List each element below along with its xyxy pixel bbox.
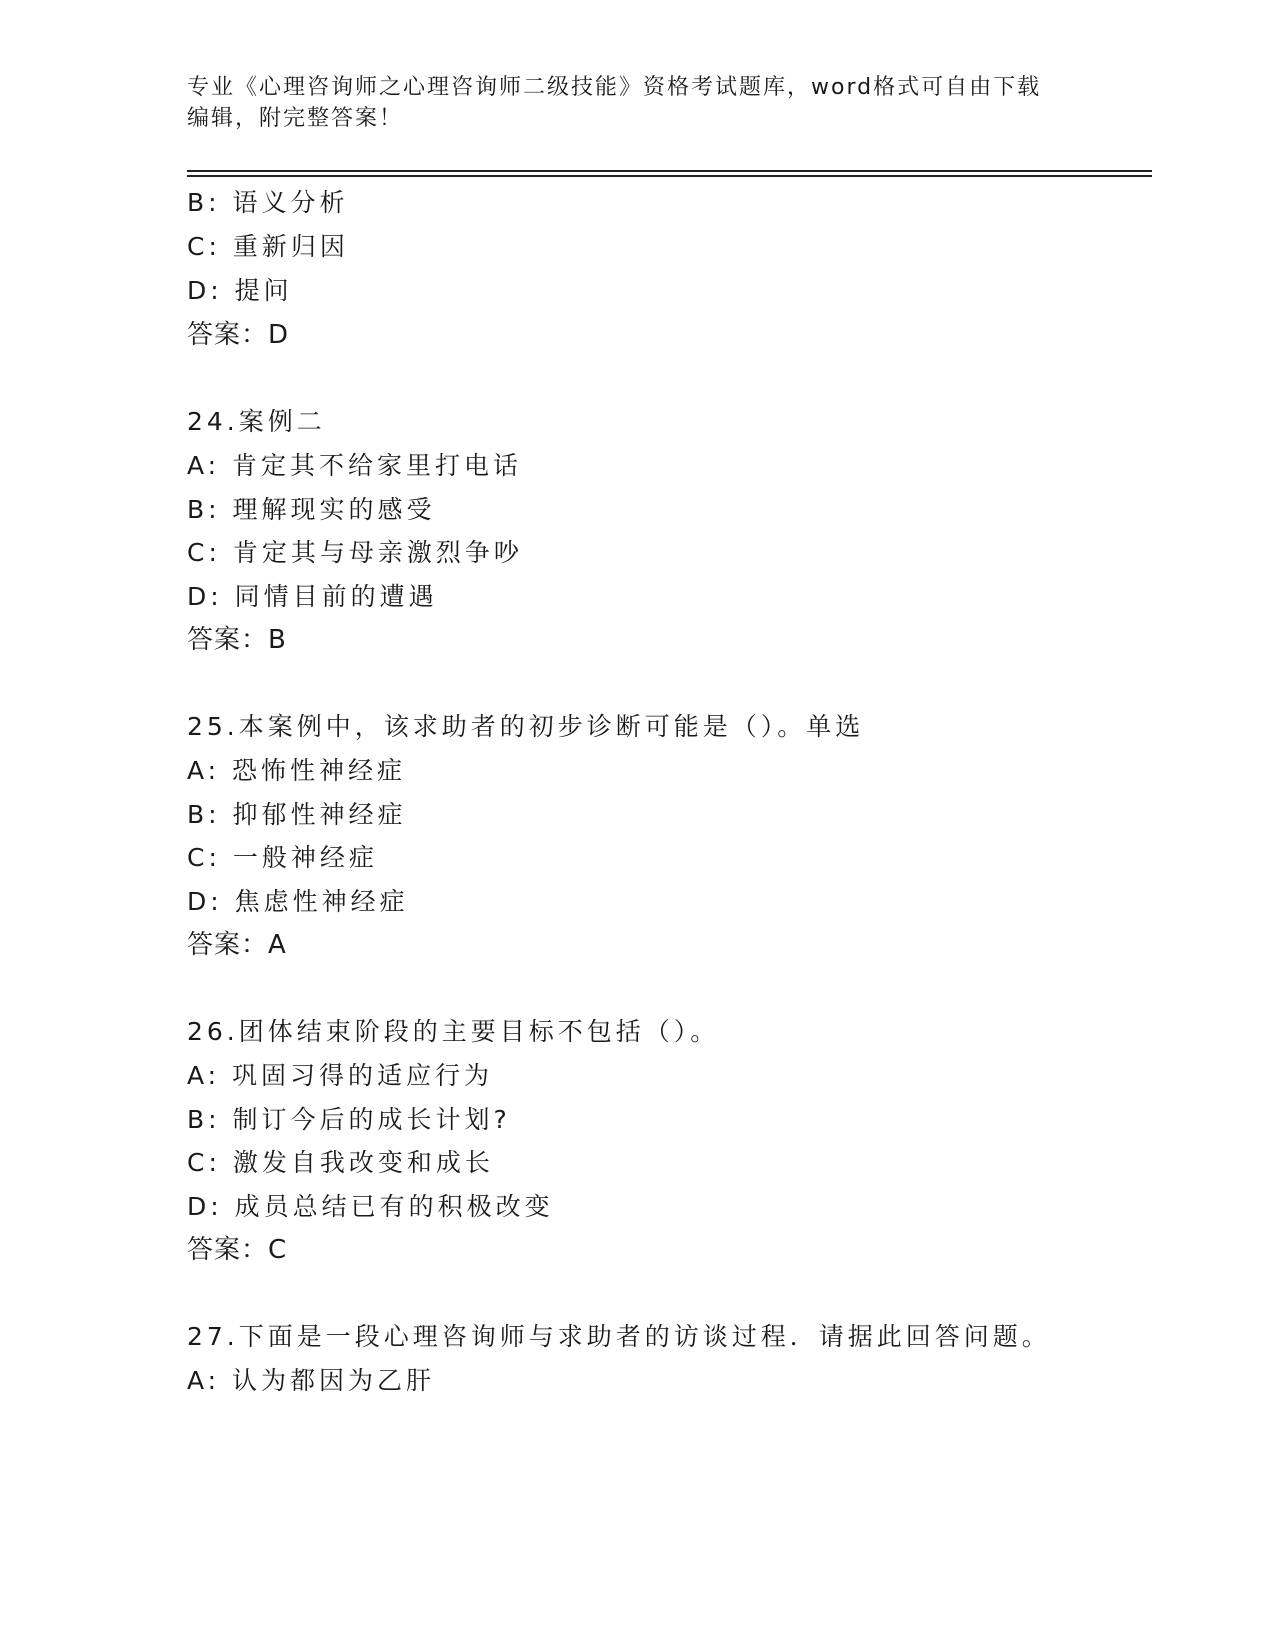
question-27-stem: 27.下面是一段心理咨询师与求助者的访谈过程．请据此回答问题。 — [187, 1322, 1051, 1351]
header-line-2: 编辑，附完整答案！ — [187, 106, 404, 131]
question-24-option-b: B: 理解现实的感受 — [187, 495, 436, 524]
header-line-1: 专业《心理咨询师之心理咨询师二级技能》资格考试题库，word格式可自由下载 — [187, 75, 1042, 100]
prev-option-d: D: 提问 — [187, 276, 293, 305]
question-26-option-a: A: 巩固习得的适应行为 — [187, 1061, 494, 1090]
question-25-stem: 25.本案例中，该求助者的初步诊断可能是（）。单选 — [187, 712, 865, 741]
question-26-option-d: D: 成员总结已有的积极改变 — [187, 1192, 554, 1221]
header-rule-bottom — [187, 175, 1152, 177]
question-24-stem: 24.案例二 — [187, 407, 326, 436]
question-24-option-d: D: 同情目前的遭遇 — [187, 582, 438, 611]
question-25-option-d: D: 焦虑性神经症 — [187, 887, 409, 916]
question-24-answer: 答案：B — [187, 625, 287, 655]
question-25-answer: 答案：A — [187, 930, 287, 960]
question-25-option-b: B: 抑郁性神经症 — [187, 800, 407, 829]
header-rule-top — [187, 170, 1152, 172]
prev-option-b: B: 语义分析 — [187, 188, 349, 217]
question-26-option-c: C: 激发自我改变和成长 — [187, 1148, 494, 1177]
prev-answer: 答案：D — [187, 320, 290, 350]
question-25-option-c: C: 一般神经症 — [187, 843, 378, 872]
question-27-option-a: A: 认为都因为乙肝 — [187, 1366, 436, 1395]
question-26-stem: 26.团体结束阶段的主要目标不包括（）。 — [187, 1017, 720, 1046]
question-24-option-a: A: 肯定其不给家里打电话 — [187, 451, 523, 480]
question-24-option-c: C: 肯定其与母亲激烈争吵 — [187, 538, 523, 567]
question-26-option-b: B: 制订今后的成长计划? — [187, 1105, 511, 1134]
question-25-option-a: A: 恐怖性神经症 — [187, 756, 407, 785]
question-26-answer: 答案：C — [187, 1235, 288, 1265]
prev-option-c: C: 重新归因 — [187, 232, 349, 261]
